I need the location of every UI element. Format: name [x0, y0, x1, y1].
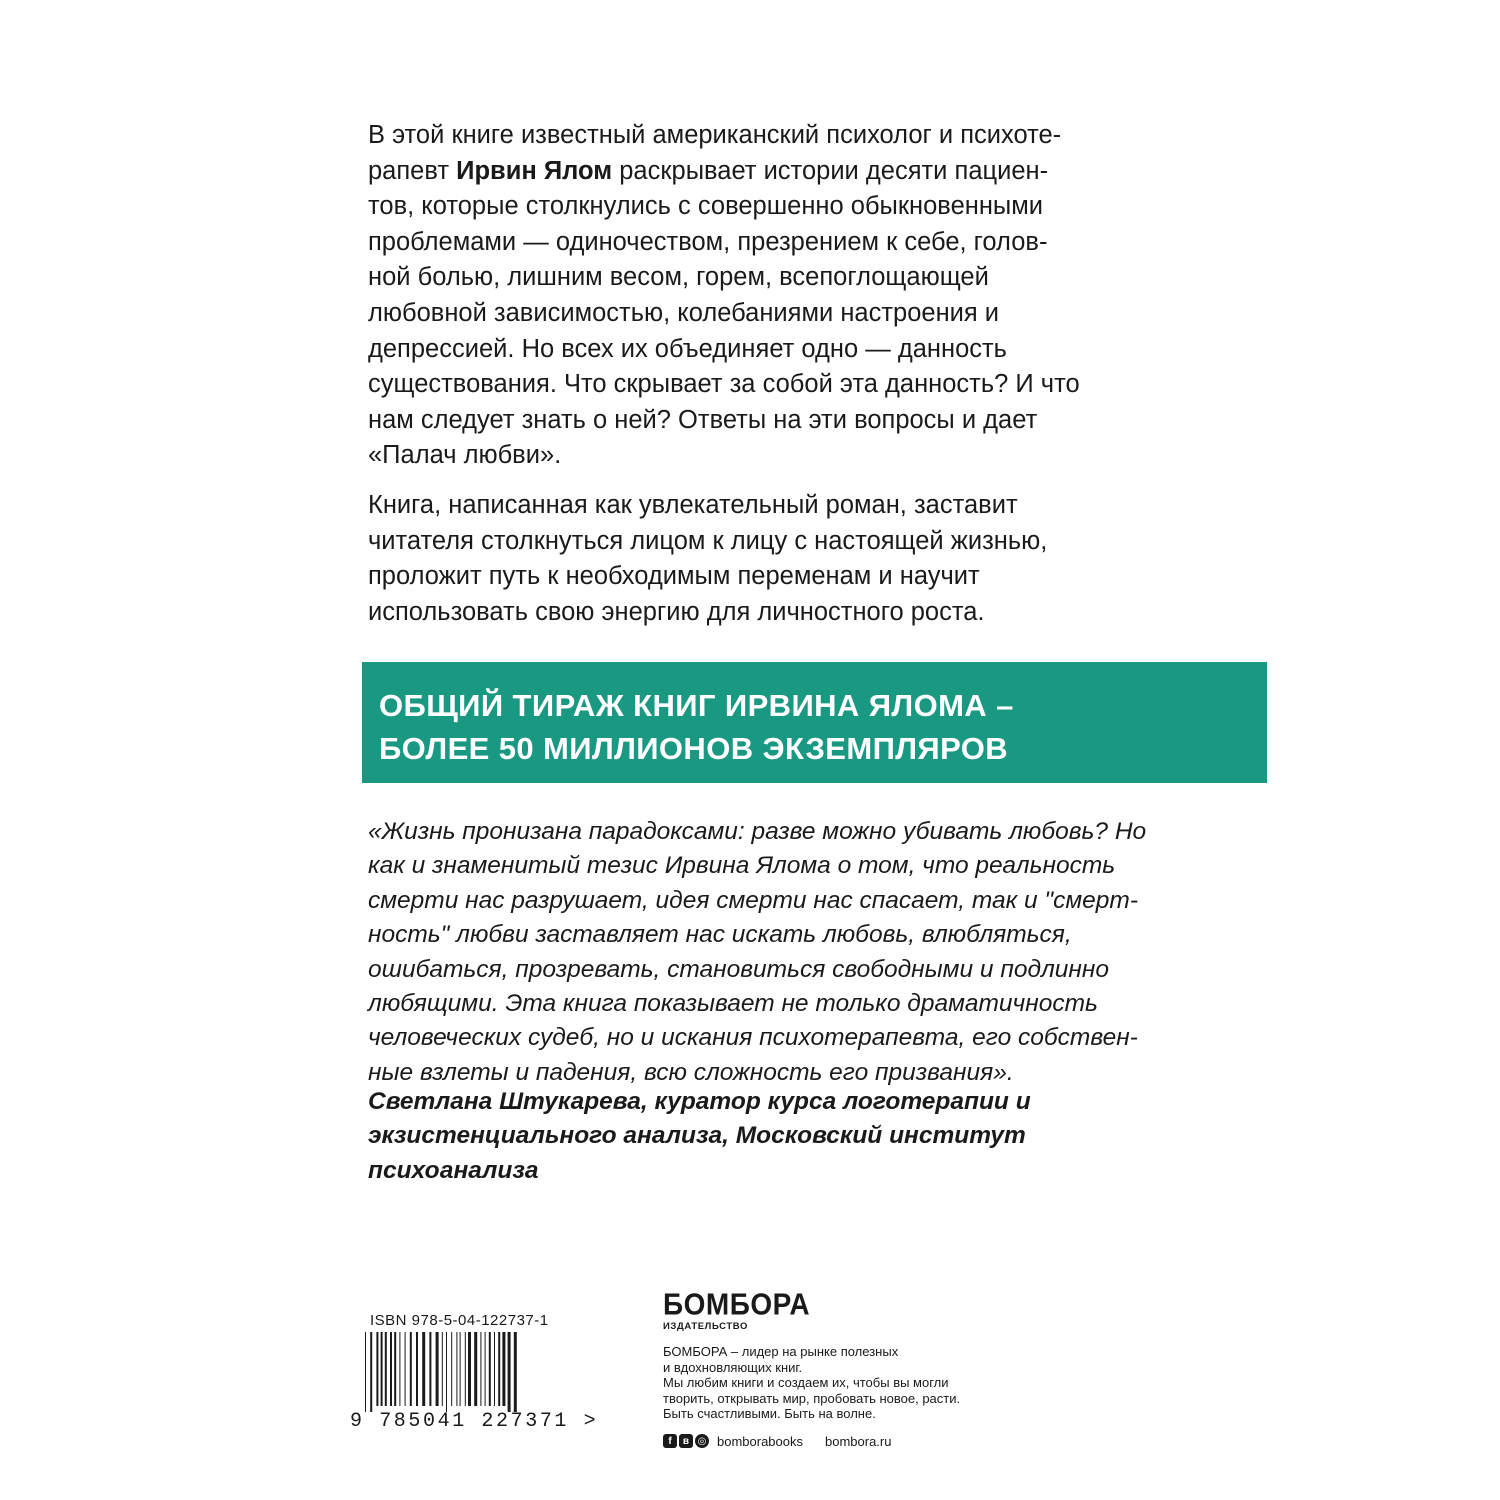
barcode-bar [456, 1332, 457, 1406]
attribution-line: Светлана Штукарева, куратор курса логотерапии и [368, 1088, 1031, 1115]
text-line: использовать свою энергию для личностного роста. [368, 597, 985, 626]
barcode-bar [399, 1332, 400, 1406]
text-line: проблемами — одиночеством, презрением к себе, голов- [368, 227, 1048, 256]
barcode-bar [385, 1332, 387, 1406]
quote-line: ные взлеты и падения, всю сложность его призвания». [368, 1058, 1014, 1086]
publisher-website[interactable]: bombora.ru [825, 1433, 892, 1449]
attribution-line: экзистенциального анализа, Московский институт [368, 1122, 1026, 1150]
sales-banner [362, 662, 1267, 783]
text-line: читателя столкнуться лицом к лицу с настоящей жизнью, [368, 526, 1048, 555]
quote-line: «Жизнь пронизана парадоксами: разве можно убивать любовь? Но [368, 818, 1147, 845]
attribution-line: психоанализа [368, 1156, 539, 1184]
isbn-barcode [363, 1332, 565, 1412]
barcode-bar [489, 1332, 491, 1406]
barcode-bar [442, 1332, 443, 1406]
publisher-logo: БОМБОРА [663, 1287, 811, 1322]
barcode-bar [498, 1332, 500, 1406]
barcode-bar [460, 1332, 461, 1406]
barcode-digits: 9 785041 227371 > [350, 1410, 599, 1433]
text-line: В этой книге известный американский психолог и психоте- [368, 121, 1062, 149]
banner-line-1: ОБЩИЙ ТИРАЖ КНИГ ИРВИНА ЯЛОМА – [379, 688, 1014, 723]
barcode-bar [390, 1332, 392, 1406]
barcode-bar [370, 1332, 372, 1412]
text-line: рапевт Ирвин Ялом раскрывает истории десяти пациен- [368, 156, 1049, 185]
quote-line: ошибаться, прозревать, становиться свободными и подлинно [368, 955, 1110, 983]
review-quote [368, 815, 1148, 1090]
quote-line: смерти нас разрушает, идея смерти нас спасает, так и "смерт- [368, 886, 1138, 914]
barcode-bar [485, 1332, 486, 1406]
barcode-bar [494, 1332, 495, 1406]
quote-line: любящими. Эта книга показывает не только драматичность [368, 990, 1098, 1018]
text-line: «Палач любви». [368, 441, 562, 470]
publisher-desc-line: и вдохновляющих книг. [663, 1359, 803, 1375]
publisher-subtitle: ИЗДАТЕЛЬСТВО [663, 1321, 748, 1332]
barcode-bar [394, 1332, 396, 1406]
barcode-bar [422, 1332, 425, 1406]
quote-attribution [368, 1085, 1148, 1188]
text-line: любовной зависимостью, колебаниями настроения и [368, 298, 1000, 327]
quote-line: ность" любви заставляет нас искать любовь, влюбляться, [368, 921, 1072, 949]
text-line: нам следует знать о ней? Ответы на эти вопросы и дает [368, 405, 1038, 434]
barcode-bar [381, 1332, 383, 1406]
barcode-bar [365, 1332, 366, 1412]
quote-line: как и знаменитый тезис Ирвина Ялома о том, что реальность [368, 852, 1116, 880]
barcode-bar [468, 1332, 471, 1406]
barcode-bar [405, 1332, 406, 1406]
barcode-bar [474, 1332, 477, 1406]
barcode-bar [410, 1332, 412, 1406]
barcode-bar [416, 1332, 418, 1406]
banner-line-2: БОЛЕЕ 50 МИЛЛИОНОВ ЭКЗЕМПЛЯРОВ [379, 731, 1009, 766]
isbn-label: ISBN 978-5-04-122737-1 [370, 1312, 549, 1329]
barcode-bar [446, 1332, 447, 1412]
text-line: проложит путь к необходимым переменам и научит [368, 562, 980, 591]
social-handle[interactable]: bomborabooks [717, 1433, 803, 1449]
barcode-bar [480, 1332, 481, 1406]
text-line: ной болью, лишним весом, горем, всепоглощающей [368, 263, 989, 292]
facebook-icon[interactable]: f [663, 1434, 677, 1448]
instagram-icon[interactable]: ◎ [695, 1434, 709, 1448]
publisher-desc-line: Быть счастливыми. Быть на волне. [663, 1406, 876, 1421]
description-paragraph-1 [368, 118, 1148, 474]
text-line: существования. Что скрывает за собой эта данность? И что [368, 370, 1080, 399]
text-line: тов, которые столкнулись с совершенно обыкновенными [368, 192, 1044, 221]
author-name: Ирвин Ялом [456, 156, 613, 185]
barcode-bar [508, 1332, 511, 1412]
publisher-desc-line: Мы любим книги и создаем их, чтобы вы могли [663, 1375, 949, 1390]
description-paragraph-2 [368, 488, 1148, 630]
barcode-bar [465, 1332, 466, 1406]
book-description [368, 118, 1148, 630]
barcode-bar [376, 1332, 378, 1406]
barcode-bar [502, 1332, 505, 1406]
quote-line: человеческих судеб, но и искания психотерапевта, его собствен- [368, 1024, 1138, 1052]
vk-icon[interactable]: в [679, 1434, 693, 1448]
text-line: депрессией. Но всех их объединяет одно — данность [368, 334, 1007, 363]
barcode-bar [436, 1332, 439, 1406]
social-links [663, 1432, 891, 1450]
barcode-bar [451, 1332, 452, 1406]
publisher-desc-line: БОМБОРА – лидер на рынке полезных [663, 1344, 899, 1359]
publisher-desc-line: творить, открывать мир, пробовать новое, расти. [663, 1390, 961, 1406]
text-line: Книга, написанная как увлекательный роман, заставит [368, 490, 1018, 519]
barcode-bar [429, 1332, 431, 1406]
barcode-bar [514, 1332, 517, 1412]
publisher-description [663, 1344, 1063, 1422]
